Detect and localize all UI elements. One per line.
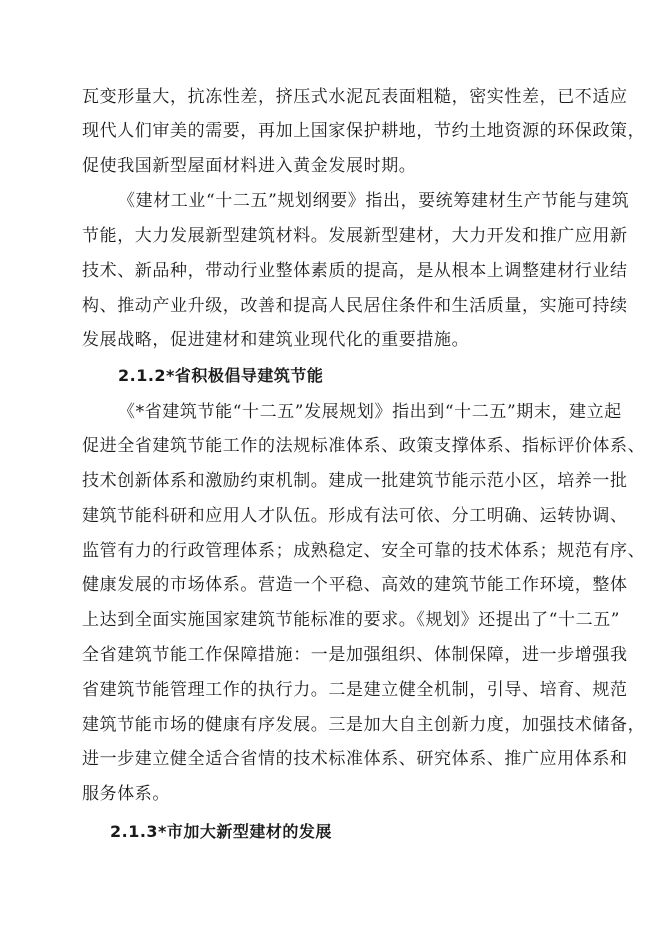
paragraph-3-line-3: 技术创新体系和激励约束机制。建成一批建筑节能示范小区，培养一批 (82, 471, 628, 491)
section-heading-2-1-2: 2.1.2*省积极倡导建筑节能 (118, 366, 324, 385)
paragraph-3-line-4: 建筑节能科研和应用人才队伍。形成有法可依、分工明确、运转协调、 (82, 506, 628, 526)
paragraph-3-line-1: 《*省建筑节能“十二五”发展规划》指出到“十二五”期末，建立起 (118, 402, 622, 422)
paragraph-2-line-5: 发展战略，促进建材和建筑业现代化的重要措施。 (82, 330, 470, 350)
paragraph-2-line-4: 构、推动产业升级，改善和提高人民居住条件和生活质量，实施可持续 (82, 296, 628, 316)
paragraph-3-line-10: 建筑节能市场的健康有序发展。三是加大自主创新力度，加强技术储备， (82, 715, 646, 735)
paragraph-3-line-12: 服务体系。 (82, 784, 170, 804)
paragraph-1-line-2: 现代人们审美的需要，再加上国家保护耕地，节约土地资源的环保政策， (82, 121, 646, 141)
paragraph-2-line-2: 节能，大力发展新型建筑材料。发展新型建材，大力开发和推广应用新 (82, 226, 628, 246)
paragraph-1-line-3: 促使我国新型屋面材料进入黄金发展时期。 (82, 156, 417, 176)
paragraph-1-line-1: 瓦变形量大，抗冻性差，挤压式水泥瓦表面粗糙，密实性差，已不适应 (82, 87, 628, 107)
paragraph-3-line-6: 健康发展的市场体系。营造一个平稳、高效的建筑节能工作环境，整体 (82, 575, 628, 595)
paragraph-3-line-8: 全省建筑节能工作保障措施：一是加强组织、体制保障，进一步增强我 (82, 645, 628, 665)
paragraph-3-line-2: 促进全省建筑节能工作的法规标准体系、政策支撑体系、指标评价体系、 (82, 436, 646, 456)
paragraph-3-line-5: 监管有力的行政管理体系；成熟稳定、安全可靠的技术体系；规范有序、 (82, 541, 646, 561)
paragraph-3-line-11: 进一步建立健全适合省情的技术标准体系、研究体系、推广应用体系和 (82, 749, 628, 769)
paragraph-2-line-3: 技术、新品种，带动行业整体素质的提高，是从根本上调整建材行业结 (82, 261, 628, 281)
paragraph-3-line-7: 上达到全面实施国家建筑节能标准的要求。《规划》还提出了“十二五” (82, 610, 621, 630)
section-heading-2-1-3: 2.1.3*市加大新型建材的发展 (110, 822, 332, 841)
paragraph-3-line-9: 省建筑节能管理工作的执行力。二是建立健全机制，引导、培育、规范 (82, 680, 628, 700)
paragraph-2-line-1: 《建材工业“十二五”规划纲要》指出，要统筹建材生产节能与建筑 (118, 191, 630, 211)
